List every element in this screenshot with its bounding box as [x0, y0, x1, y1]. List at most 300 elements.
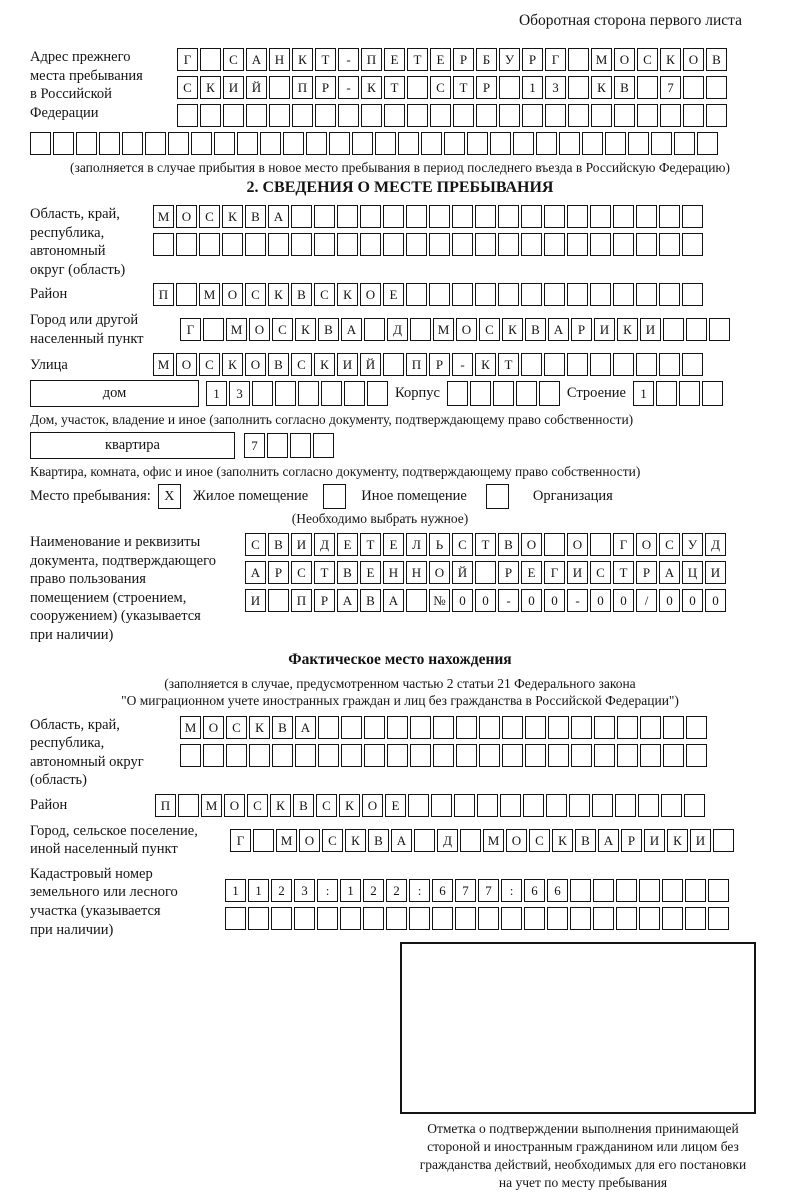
- char-box: /: [636, 589, 657, 612]
- char-box: 2: [271, 879, 292, 902]
- char-box: [176, 283, 197, 306]
- char-box: С: [199, 353, 220, 376]
- char-box: [383, 205, 404, 228]
- doc-label-line: помещением (строением,: [30, 589, 187, 606]
- char-box: О: [614, 48, 635, 71]
- doc-label-line: документа, подтверждающего: [30, 552, 216, 569]
- char-box: [590, 533, 611, 556]
- char-box: [656, 381, 677, 406]
- char-box: [706, 104, 727, 127]
- char-box: И: [690, 829, 711, 852]
- char-box: С: [529, 829, 550, 852]
- char-box: Е: [384, 48, 405, 71]
- fact-gorod-label-line: иной населенный пункт: [30, 841, 178, 858]
- char-box: :: [409, 879, 430, 902]
- char-box: [525, 744, 546, 767]
- char-box: -: [498, 589, 519, 612]
- char-box: С: [430, 76, 451, 99]
- char-box: [590, 353, 611, 376]
- gorod-row: [180, 318, 730, 341]
- char-box: [387, 744, 408, 767]
- char-box: О: [222, 283, 243, 306]
- char-box: С: [177, 76, 198, 99]
- char-box: [663, 744, 684, 767]
- gorod-label-line: Город или другой: [30, 312, 139, 329]
- char-box: М: [226, 318, 247, 341]
- char-box: Е: [383, 283, 404, 306]
- char-box: [295, 744, 316, 767]
- oblast-label-line: автономный: [30, 243, 106, 260]
- char-box: Р: [621, 829, 642, 852]
- fact-oblast-label-line: (область): [30, 772, 87, 789]
- stamp-caption-line: гражданства действий, необходимых для его постановки: [419, 1157, 747, 1173]
- char-box: [176, 233, 197, 256]
- char-box: К: [295, 318, 316, 341]
- char-box: [275, 381, 296, 406]
- char-box: А: [341, 318, 362, 341]
- char-box: [513, 132, 534, 155]
- char-box: О: [506, 829, 527, 852]
- doc-row-2: [245, 561, 726, 584]
- char-box: [539, 381, 560, 406]
- char-box: [544, 283, 565, 306]
- char-box: [697, 132, 718, 155]
- char-box: [617, 716, 638, 739]
- char-box: [661, 794, 682, 817]
- char-box: [340, 907, 361, 930]
- char-box: [387, 716, 408, 739]
- prev-address-caption: (заполняется в случае прибытия в новое место пребывания в период последнего въезда в Российскую Федерацию): [69, 160, 731, 175]
- prev-address-label-line: Федерации: [30, 104, 99, 121]
- char-box: У: [682, 533, 703, 556]
- char-box: [433, 716, 454, 739]
- char-box: [153, 233, 174, 256]
- char-box: [237, 132, 258, 155]
- char-box: [245, 233, 266, 256]
- char-box: Г: [544, 561, 565, 584]
- char-box: Г: [177, 48, 198, 71]
- char-box: 6: [432, 879, 453, 902]
- char-box: Л: [406, 533, 427, 556]
- char-box: 0: [659, 589, 680, 612]
- oblast-label-line: Область, край,: [30, 206, 120, 222]
- char-box: [501, 907, 522, 930]
- char-box: [570, 879, 591, 902]
- kadastr-label-line: Кадастровый номер: [30, 865, 153, 882]
- stroenie-label: Строение: [566, 385, 626, 402]
- char-box: К: [552, 829, 573, 852]
- fact-oblast-label-line: республика,: [30, 735, 105, 752]
- char-box: [502, 716, 523, 739]
- char-box: С: [272, 318, 293, 341]
- char-box: [191, 132, 212, 155]
- kvartira-cells: [244, 433, 334, 458]
- raion-label: Район: [30, 286, 68, 303]
- stamp-caption: [382, 1120, 784, 1192]
- char-box: [613, 233, 634, 256]
- ulitsa-label: Улица: [30, 356, 68, 373]
- char-box: К: [617, 318, 638, 341]
- char-box: П: [153, 283, 174, 306]
- char-box: Р: [571, 318, 592, 341]
- gorod-label-line: населенный пункт: [30, 330, 144, 347]
- kvartira-labelbox: квартира: [30, 432, 235, 459]
- mesto-prebyvaniya-row: [30, 484, 770, 509]
- char-box: [546, 794, 567, 817]
- char-box: 3: [294, 879, 315, 902]
- char-box: [590, 233, 611, 256]
- gorod-block: [30, 311, 770, 348]
- char-box: 7: [455, 879, 476, 902]
- char-box: [683, 76, 704, 99]
- char-box: С: [199, 205, 220, 228]
- char-box: С: [637, 48, 658, 71]
- char-box: Й: [360, 353, 381, 376]
- char-box: В: [337, 561, 358, 584]
- char-box: Н: [406, 561, 427, 584]
- char-box: М: [201, 794, 222, 817]
- char-box: Н: [269, 48, 290, 71]
- char-box: [708, 907, 729, 930]
- char-box: [406, 205, 427, 228]
- char-box: С: [452, 533, 473, 556]
- char-box: [384, 104, 405, 127]
- char-box: [544, 233, 565, 256]
- char-box: [467, 132, 488, 155]
- page-side-note: Оборотная сторона первого листа: [518, 12, 742, 29]
- char-box: [199, 233, 220, 256]
- oblast-label-line: республика,: [30, 224, 105, 241]
- char-box: [178, 794, 199, 817]
- char-box: [452, 283, 473, 306]
- prev-address-block: [30, 48, 770, 127]
- prev-address-row-3: [177, 104, 727, 127]
- char-box: [594, 744, 615, 767]
- doc-label-line: сооружением) (указывается: [30, 608, 201, 625]
- dom-row: [30, 380, 770, 407]
- char-box: [367, 381, 388, 406]
- char-box: К: [249, 716, 270, 739]
- char-box: [317, 907, 338, 930]
- char-box: [682, 353, 703, 376]
- char-box: [685, 907, 706, 930]
- char-box: О: [176, 205, 197, 228]
- char-box: [570, 907, 591, 930]
- fact-gorod-block: [30, 822, 770, 859]
- stamp-caption-line: Отметка о подтверждении выполнения принимающей: [427, 1121, 739, 1137]
- fact-raion-label: Район: [30, 797, 68, 814]
- char-box: [571, 744, 592, 767]
- fact-caption-line: (заполняется в случае, предусмотренном частью 2 статьи 21 Федерального закона: [164, 675, 636, 691]
- char-box: [475, 561, 496, 584]
- char-box: [682, 233, 703, 256]
- char-box: К: [200, 76, 221, 99]
- char-box: П: [406, 353, 427, 376]
- kadastr-row-1: [225, 879, 729, 902]
- char-box: 6: [524, 879, 545, 902]
- fact-caption-line: "О миграционном учете иностранных граждан и лиц без гражданства в Российской Федерации"): [121, 693, 679, 709]
- char-box: И: [594, 318, 615, 341]
- char-box: -: [452, 353, 473, 376]
- char-box: Р: [429, 353, 450, 376]
- char-box: [410, 744, 431, 767]
- char-box: [651, 132, 672, 155]
- fact-oblast-block: [30, 716, 770, 790]
- prev-address-row-2: [177, 76, 727, 99]
- char-box: В: [368, 829, 389, 852]
- char-box: [352, 132, 373, 155]
- char-box: [363, 907, 384, 930]
- char-box: К: [337, 283, 358, 306]
- char-box: К: [314, 353, 335, 376]
- char-box: Ь: [429, 533, 450, 556]
- char-box: [594, 716, 615, 739]
- char-box: [639, 907, 660, 930]
- char-box: В: [575, 829, 596, 852]
- char-box: [567, 353, 588, 376]
- char-box: Е: [385, 794, 406, 817]
- char-box: [272, 744, 293, 767]
- char-box: [682, 283, 703, 306]
- char-box: [214, 132, 235, 155]
- char-box: [421, 132, 442, 155]
- char-box: [252, 381, 273, 406]
- char-box: [477, 794, 498, 817]
- fact-oblast-rows: [180, 716, 707, 767]
- mesto-label: Место пребывания:: [30, 488, 151, 505]
- char-box: [414, 829, 435, 852]
- char-box: [660, 104, 681, 127]
- char-box: [364, 716, 385, 739]
- gorod-label: [30, 311, 180, 348]
- char-box: И: [705, 561, 726, 584]
- char-box: 1: [206, 381, 227, 406]
- ulitsa-row: [153, 353, 703, 376]
- char-box: [559, 132, 580, 155]
- char-box: [291, 205, 312, 228]
- char-box: [433, 744, 454, 767]
- char-box: [568, 104, 589, 127]
- char-box: Е: [383, 533, 404, 556]
- char-box: [544, 353, 565, 376]
- fact-raion-block: [30, 794, 770, 817]
- char-box: С: [245, 283, 266, 306]
- korpus-cells: [447, 381, 560, 406]
- char-box: А: [337, 589, 358, 612]
- char-box: О: [521, 533, 542, 556]
- char-box: 2: [363, 879, 384, 902]
- char-box: В: [268, 533, 289, 556]
- char-box: К: [475, 353, 496, 376]
- char-box: [430, 104, 451, 127]
- char-box: [318, 716, 339, 739]
- prev-address-rows: [177, 48, 727, 127]
- char-box: [122, 132, 143, 155]
- char-box: [456, 744, 477, 767]
- char-box: [706, 76, 727, 99]
- char-box: [613, 283, 634, 306]
- char-box: [268, 233, 289, 256]
- char-box: [314, 205, 335, 228]
- char-box: К: [591, 76, 612, 99]
- char-box: [315, 104, 336, 127]
- char-box: [684, 794, 705, 817]
- fact-oblast-label-line: автономный округ: [30, 753, 144, 770]
- char-box: [702, 381, 723, 406]
- char-box: [569, 794, 590, 817]
- char-box: В: [360, 589, 381, 612]
- char-box: [341, 744, 362, 767]
- fact-title: Фактическое место нахождения: [288, 650, 512, 668]
- char-box: [521, 353, 542, 376]
- char-box: [313, 433, 334, 458]
- char-box: [685, 879, 706, 902]
- kadastr-label: [30, 865, 225, 939]
- char-box: :: [317, 879, 338, 902]
- fact-oblast-row-1: [180, 716, 707, 739]
- char-box: [429, 283, 450, 306]
- char-box: О: [245, 353, 266, 376]
- char-box: А: [598, 829, 619, 852]
- char-box: О: [203, 716, 224, 739]
- char-box: [521, 283, 542, 306]
- char-box: Т: [315, 48, 336, 71]
- char-box: [456, 716, 477, 739]
- char-box: [498, 205, 519, 228]
- char-box: Р: [314, 589, 335, 612]
- char-box: [177, 104, 198, 127]
- char-box: 7: [660, 76, 681, 99]
- char-box: [203, 744, 224, 767]
- kadastr-label-line: участка (указывается: [30, 903, 161, 920]
- char-box: 6: [547, 879, 568, 902]
- char-box: [571, 716, 592, 739]
- char-box: [337, 205, 358, 228]
- char-box: [360, 233, 381, 256]
- char-box: -: [567, 589, 588, 612]
- char-box: Д: [387, 318, 408, 341]
- char-box: [590, 283, 611, 306]
- char-box: [523, 794, 544, 817]
- char-box: В: [245, 205, 266, 228]
- kadastr-label-line: при наличии): [30, 921, 114, 938]
- kadastr-label-line: земельного или лесного: [30, 884, 178, 901]
- char-box: 2: [386, 879, 407, 902]
- char-box: [283, 132, 304, 155]
- char-box: П: [361, 48, 382, 71]
- char-box: [636, 205, 657, 228]
- char-box: С: [316, 794, 337, 817]
- char-box: [200, 104, 221, 127]
- char-box: 0: [705, 589, 726, 612]
- char-box: [329, 132, 350, 155]
- char-box: О: [362, 794, 383, 817]
- char-box: 0: [475, 589, 496, 612]
- char-box: Е: [337, 533, 358, 556]
- char-box: :: [501, 879, 522, 902]
- char-box: [498, 283, 519, 306]
- char-box: [338, 104, 359, 127]
- char-box: К: [270, 794, 291, 817]
- char-box: [662, 879, 683, 902]
- char-box: [225, 907, 246, 930]
- char-box: [659, 233, 680, 256]
- char-box: [444, 132, 465, 155]
- char-box: [452, 205, 473, 228]
- char-box: О: [360, 283, 381, 306]
- char-box: [168, 132, 189, 155]
- doc-block: [30, 533, 770, 644]
- char-box: [679, 381, 700, 406]
- char-box: В: [291, 283, 312, 306]
- char-box: [499, 104, 520, 127]
- char-box: [383, 353, 404, 376]
- zhiloe-checkbox: X: [158, 484, 181, 509]
- char-box: [203, 318, 224, 341]
- char-box: [616, 907, 637, 930]
- char-box: [605, 132, 626, 155]
- char-box: 3: [545, 76, 566, 99]
- option-zhiloe-label: Жилое помещение: [192, 488, 309, 505]
- char-box: А: [245, 561, 266, 584]
- char-box: О: [299, 829, 320, 852]
- char-box: [708, 879, 729, 902]
- char-box: [674, 132, 695, 155]
- char-box: [249, 744, 270, 767]
- char-box: [406, 233, 427, 256]
- char-box: В: [614, 76, 635, 99]
- char-box: [498, 233, 519, 256]
- stroenie-cells: [633, 381, 723, 406]
- char-box: Й: [452, 561, 473, 584]
- ulitsa-block: [30, 353, 770, 376]
- kvartira-caption: Квартира, комната, офис и иное (заполнить согласно документу, подтверждающему право собственности): [30, 464, 641, 480]
- fact-gorod-row: [230, 829, 734, 852]
- char-box: А: [246, 48, 267, 71]
- char-box: С: [226, 716, 247, 739]
- doc-label-line: Наименование и реквизиты: [30, 534, 201, 551]
- option-inoe-label: Иное помещение: [361, 488, 467, 505]
- char-box: Й: [246, 76, 267, 99]
- char-box: Г: [180, 318, 201, 341]
- char-box: 0: [613, 589, 634, 612]
- raion-block: [30, 283, 770, 306]
- char-box: 0: [544, 589, 565, 612]
- char-box: [713, 829, 734, 852]
- char-box: В: [272, 716, 293, 739]
- char-box: [638, 794, 659, 817]
- char-box: О: [249, 318, 270, 341]
- char-box: [548, 716, 569, 739]
- char-box: [640, 716, 661, 739]
- char-box: [267, 433, 288, 458]
- prev-address-row-4: [30, 132, 770, 155]
- char-box: [406, 589, 427, 612]
- char-box: М: [180, 716, 201, 739]
- char-box: О: [567, 533, 588, 556]
- char-box: Т: [453, 76, 474, 99]
- char-box: М: [433, 318, 454, 341]
- char-box: [460, 829, 481, 852]
- char-box: [306, 132, 327, 155]
- mesto-note: (Необходимо выбрать нужное): [291, 511, 469, 527]
- char-box: [617, 744, 638, 767]
- char-box: О: [456, 318, 477, 341]
- oblast-label: [30, 205, 153, 279]
- fact-raion-row: [155, 794, 705, 817]
- dom-labelbox: дом: [30, 380, 199, 407]
- char-box: [628, 132, 649, 155]
